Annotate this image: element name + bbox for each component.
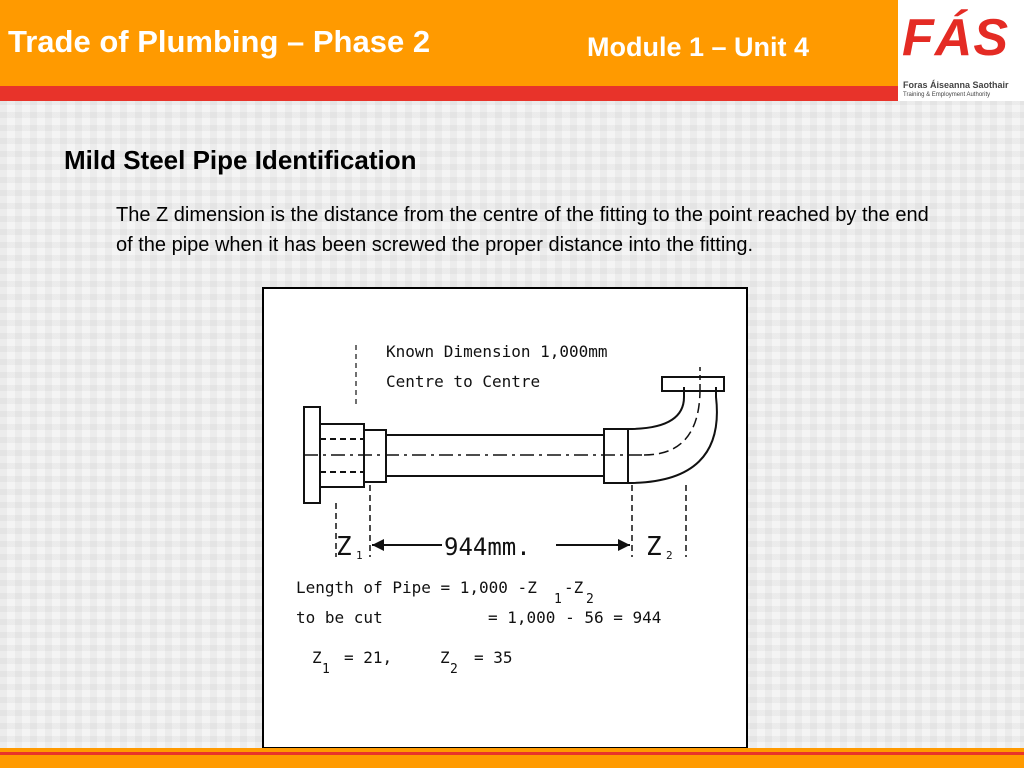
z1-value-label: Z (312, 648, 322, 667)
cut-label: to be cut (296, 608, 383, 627)
length-formula: Length of Pipe = 1,000 -Z (296, 578, 537, 597)
z1-marker-sub: 1 (356, 549, 363, 562)
course-title: Trade of Plumbing – Phase 2 (8, 24, 431, 59)
z2-value: = 35 (474, 648, 513, 667)
z2-marker: Z (646, 532, 662, 562)
known-dimension-label: Known Dimension 1,000mm (386, 342, 608, 361)
logo-mark: FÁS (902, 9, 1009, 67)
centre-to-centre-label: Centre to Centre (386, 372, 541, 391)
z2-marker-sub: 2 (666, 549, 673, 562)
length-formula-sub1: 1 (554, 592, 562, 607)
pipe-drawing (264, 289, 746, 747)
arrow-right-icon (618, 539, 630, 551)
header-stripe (0, 86, 898, 101)
z1-value: = 21, (344, 648, 393, 667)
body-paragraph: The Z dimension is the distance from the centre of the fitting to the point reached by the end of the pipe when it has been screwed the proper distance into the fitting. (116, 204, 929, 256)
z1-value-sub: 1 (322, 662, 330, 677)
cut-formula: = 1,000 - 56 = 944 (488, 608, 662, 627)
pipe-diagram (262, 287, 748, 749)
z2-value-label: Z (440, 648, 450, 667)
measure-label: 944mm. (444, 533, 531, 561)
logo-name: Foras Áiseanna Saothair (903, 80, 1009, 90)
logo-tagline: Training & Employment Authority (903, 92, 991, 98)
z2-value-sub: 2 (450, 662, 458, 677)
module-label: Module 1 – Unit 4 (587, 32, 810, 62)
slide-heading: Mild Steel Pipe Identification (64, 145, 417, 175)
fas-logo (898, 0, 1024, 101)
footer-stripe (0, 752, 1024, 755)
z1-marker: Z (336, 532, 352, 562)
length-formula-minus: -Z (564, 578, 584, 597)
footer-bar (0, 748, 1024, 768)
arrow-left-icon (372, 539, 384, 551)
length-formula-sub2: 2 (586, 592, 594, 607)
